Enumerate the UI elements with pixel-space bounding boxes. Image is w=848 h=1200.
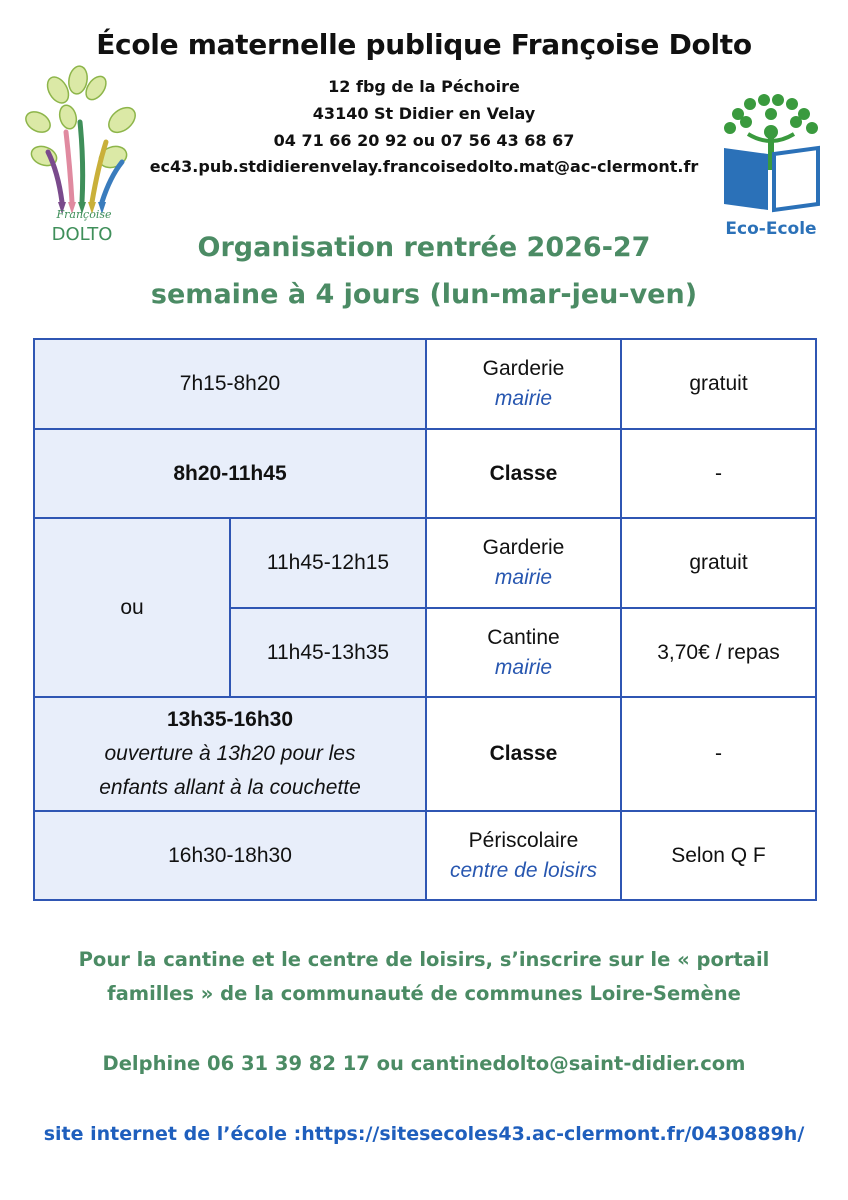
signup-line: familles » de la communauté de communes Loire-Semène <box>107 982 741 1005</box>
time-cell: 16h30-18h30 <box>34 811 426 900</box>
choice-cell: ou <box>34 518 230 697</box>
eco-ecole-logo <box>718 92 828 242</box>
eco-ecole-logo-graphic <box>718 92 828 242</box>
note-line: enfants allant à la couchette <box>99 776 361 799</box>
activity-label: Cantine <box>487 625 560 649</box>
contact-line: Delphine 06 31 39 82 17 ou cantinedolto@saint-didier.com <box>102 1052 746 1075</box>
table-row <box>34 518 816 608</box>
price-cell: gratuit <box>621 518 816 608</box>
time-cell: 7h15-8h20 <box>34 339 426 429</box>
activity-cell <box>426 518 621 608</box>
note-line: ouverture à 13h20 pour les <box>104 742 356 765</box>
heading-rentree: Organisation rentrée 2026-27 <box>197 232 651 263</box>
eco-ecole-logo-word: Eco-Ecole <box>725 219 817 239</box>
table-row <box>34 429 816 518</box>
time-label: 13h35-16h30 <box>166 708 294 731</box>
price-cell: gratuit <box>621 339 816 429</box>
phone-numbers: 04 71 66 20 92 ou 07 56 43 68 67 <box>273 131 575 150</box>
schedule-table <box>33 338 817 901</box>
activity-label: Périscolaire <box>468 828 579 852</box>
activity-cell: Classe <box>426 697 621 811</box>
time-cell: 8h20-11h45 <box>34 429 426 518</box>
school-title: École maternelle publique Françoise Dolto <box>96 28 752 61</box>
dolto-logo-word: DOLTO <box>51 224 113 245</box>
provider-label: mairie <box>494 655 553 679</box>
activity-label: Garderie <box>482 536 565 559</box>
activity-cell <box>426 608 621 697</box>
price-cell: - <box>621 429 816 518</box>
activity-cell: Classe <box>426 429 621 518</box>
table-row <box>34 697 816 811</box>
dolto-logo-graphic <box>18 62 148 252</box>
price-cell: Selon Q F <box>621 811 816 900</box>
address-city: 43140 St Didier en Velay <box>312 104 536 123</box>
time-cell: 11h45-13h35 <box>230 608 426 697</box>
school-email: ec43.pub.stdidierenvelay.francoisedolto.mat@ac-clermont.fr <box>149 157 699 176</box>
provider-label: mairie <box>494 387 553 410</box>
price-cell: 3,70€ / repas <box>621 608 816 697</box>
address-street: 12 fbg de la Péchoire <box>328 77 520 96</box>
heading-semaine: semaine à 4 jours (lun-mar-jeu-ven) <box>150 279 698 310</box>
dolto-logo <box>18 62 148 252</box>
signup-notice <box>0 943 848 1011</box>
table-row <box>34 811 816 900</box>
time-cell <box>34 697 426 811</box>
time-cell: 11h45-12h15 <box>230 518 426 608</box>
website-link[interactable]: site internet de l’école :https://sitesecoles43.ac-clermont.fr/0430889h/ <box>43 1123 805 1145</box>
provider-label: mairie <box>494 566 553 589</box>
provider-label: centre de loisirs <box>449 858 598 882</box>
activity-cell <box>426 811 621 900</box>
signup-line: Pour la cantine et le centre de loisirs, s’inscrire sur le « portail <box>78 948 770 971</box>
activity-cell <box>426 339 621 429</box>
dolto-logo-script: Françoise <box>56 208 112 221</box>
price-cell: - <box>621 697 816 811</box>
table-row <box>34 339 816 429</box>
activity-label: Garderie <box>482 357 565 380</box>
